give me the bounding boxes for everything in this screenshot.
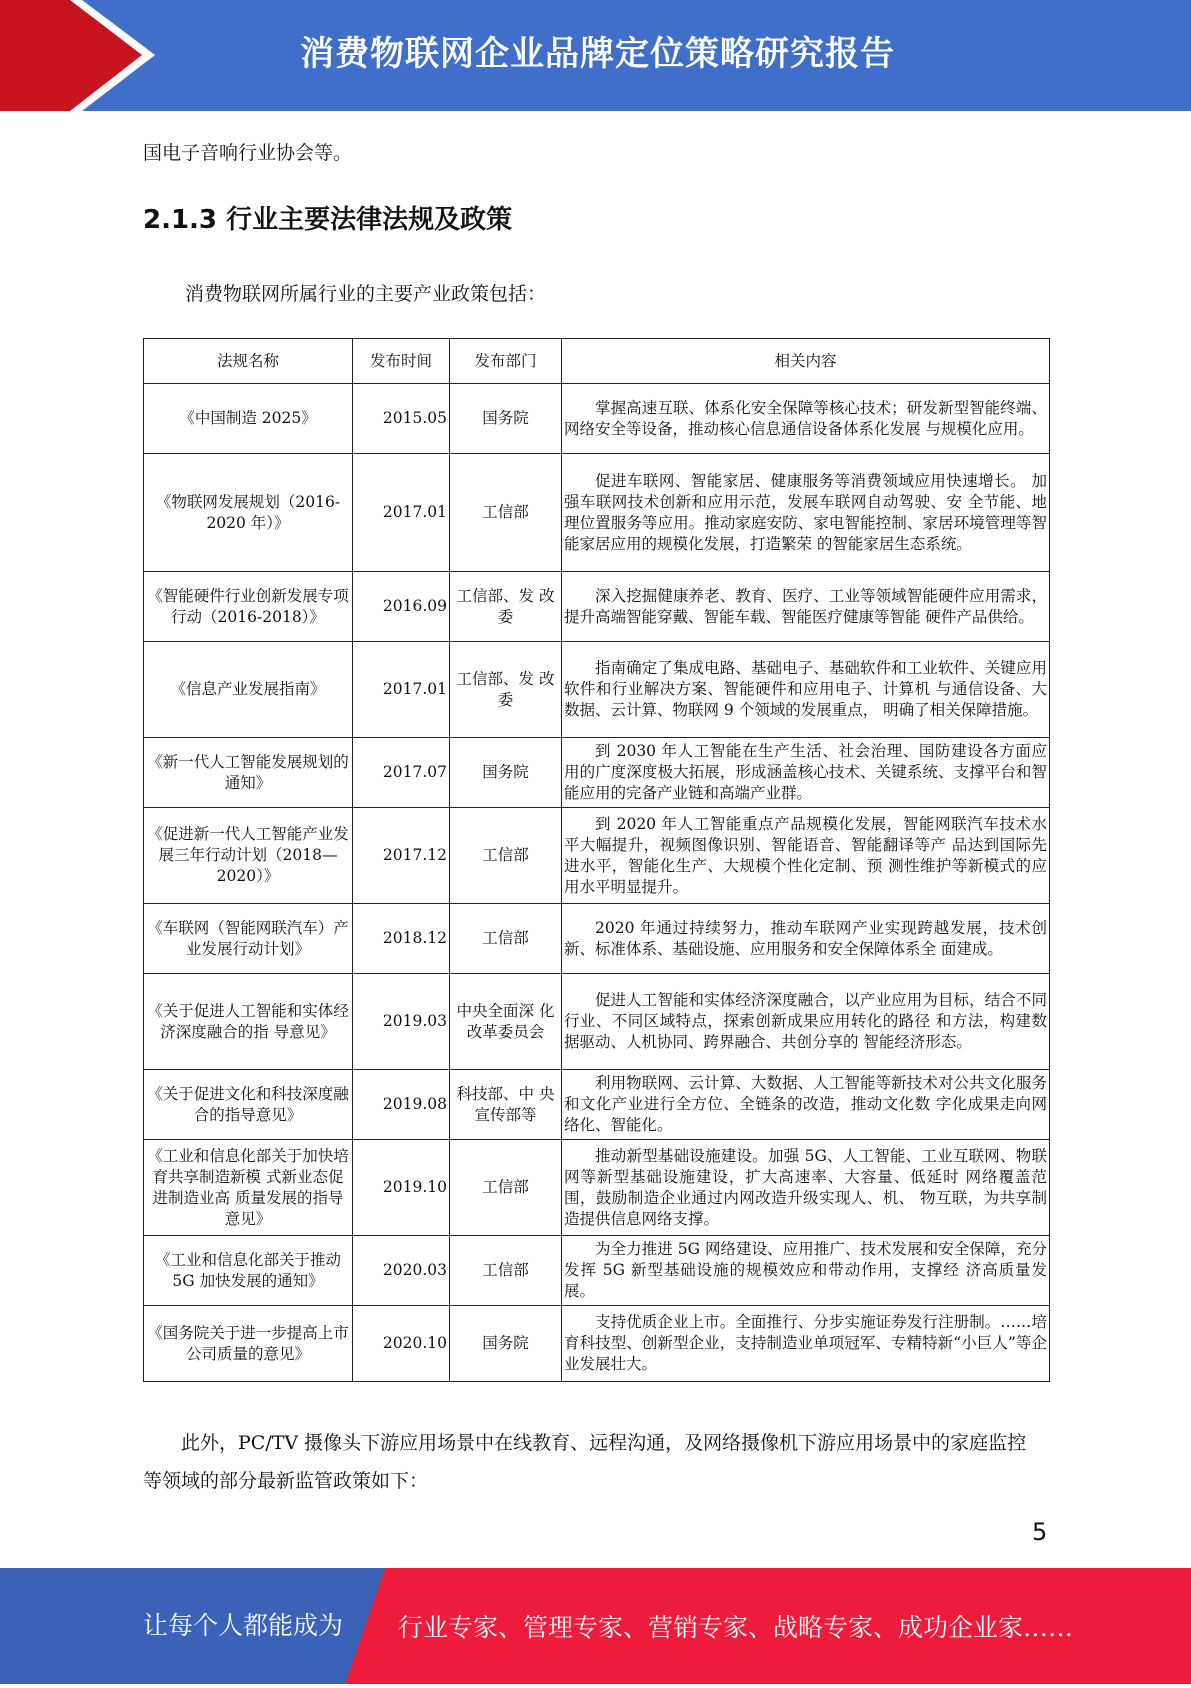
policy-content-cell xyxy=(562,904,1050,974)
policy-date-cell: 2017.07 xyxy=(353,738,450,808)
policy-name-cell: 《物联网发展规划（2016-2020 年）》 xyxy=(144,454,353,572)
footer-slogan-right: 行业专家、管理专家、营销专家、战略专家、成功企业家…… xyxy=(398,1613,1074,1642)
policy-name-cell: 《关于促进人工智能和实体经济深度融合的指 导意见》 xyxy=(144,974,353,1070)
header-content: 相关内容 xyxy=(562,339,1050,384)
header-name: 法规名称 xyxy=(144,339,353,384)
table-row xyxy=(144,808,1050,904)
table-row xyxy=(144,974,1050,1070)
policy-name-cell: 《工业和信息化部关于加快培育共享制造新模 式新业态促进制造业高 质量发展的指导意见》 xyxy=(144,1140,353,1236)
policy-date-cell: 2019.08 xyxy=(353,1070,450,1140)
policy-content-cell xyxy=(562,642,1050,738)
policy-date-cell: 2017.01 xyxy=(353,642,450,738)
table-row xyxy=(144,642,1050,738)
policy-content-cell xyxy=(562,1140,1050,1236)
intro-text: 消费物联网所属行业的主要产业政策包括： xyxy=(185,283,547,305)
policy-date-cell: 2020.10 xyxy=(353,1306,450,1382)
table-row xyxy=(144,384,1050,454)
policy-content-cell xyxy=(562,1236,1050,1306)
policy-dept-cell: 国务院 xyxy=(450,1306,562,1382)
policy-content-text: 利用物联网、云计算、大数据、人工智能等新技术对公共文化服务和文化产业进行全方位、全链条的改造，推动文化数 字化成果走向网络化、智能化。 xyxy=(564,1074,1047,1134)
policy-content-text: 为全力推进 5G 网络建设、应用推广、技术发展和安全保障，充分发挥 5G 新型基础设施的规模效应和带动作用，支撑经 济高质量发展。 xyxy=(564,1240,1047,1300)
header-dept: 发布部门 xyxy=(450,339,562,384)
policy-content-text: 推动新型基础设施建设。加强 5G、人工智能、工业互联网、物联网等新型基础设施建设，扩大高速率、大容量、低延时 网络覆盖范围，鼓励制造企业通过内网改造升级实现人、机、 物互联，为共享制造提供信息网络支撑。 xyxy=(564,1146,1047,1228)
table-header-row xyxy=(144,339,1050,384)
policy-dept-cell: 工信部 xyxy=(450,1236,562,1306)
policy-table xyxy=(143,338,1050,1382)
policy-content-text: 指南确定了集成电路、基础电子、基础软件和工业软件、关键应用软件和行业解决方案、智能硬件和应用电子、计算机 与通信设备、大数据、云计算、物联网 9 个领域的发展重点， 明确了相关保障措施。 xyxy=(564,659,1047,719)
policy-content-cell xyxy=(562,738,1050,808)
policy-name-cell: 《新一代人工智能发展规划的通知》 xyxy=(144,738,353,808)
policy-dept-cell: 工信部、发 改委 xyxy=(450,642,562,738)
table-row xyxy=(144,454,1050,572)
policy-content-text: 2020 年通过持续努力，推动车联网产业实现跨越发展，技术创新、标准体系、基础设施、应用服务和安全保障体系全 面建成。 xyxy=(564,918,1047,958)
policy-name-cell: 《信息产业发展指南》 xyxy=(144,642,353,738)
page-number: 5 xyxy=(1032,1518,1048,1546)
policy-content-text: 支持优质企业上市。全面推行、分步实施证券发行注册制。……培育科技型、创新型企业，支持制造业单项冠军、专精特新“小巨人”等企业发展壮大。 xyxy=(564,1313,1047,1373)
header-date: 发布时间 xyxy=(353,339,450,384)
policy-content-text: 促进人工智能和实体经济深度融合，以产业应用为目标，结合不同行业、不同区域特点，探索创新成果应用转化的路径 和方法，构建数据驱动、人机协同、跨界融合、共创分享的 智能经济形态。 xyxy=(564,991,1047,1051)
policy-content-cell xyxy=(562,384,1050,454)
continued-text: 国电子音响行业协会等。 xyxy=(143,142,353,164)
policy-date-cell: 2017.12 xyxy=(353,808,450,904)
table-row xyxy=(144,572,1050,642)
policy-dept-cell: 工信部 xyxy=(450,808,562,904)
page-footer xyxy=(0,1568,1191,1684)
table-row xyxy=(144,738,1050,808)
policy-content-cell xyxy=(562,1306,1050,1382)
policy-name-cell: 《国务院关于进一步提高上市公司质量的意见》 xyxy=(144,1306,353,1382)
policy-content-cell xyxy=(562,572,1050,642)
policy-content-text: 到 2030 年人工智能在生产生活、社会治理、国防建设各方面应用的广度深度极大拓展，形成涵盖核心技术、关键系统、支撑平台和智能应用的完备产业链和高端产业群。 xyxy=(564,742,1047,802)
report-title: 消费物联网企业品牌定位策略研究报告 xyxy=(300,34,895,74)
policy-dept-cell: 工信部 xyxy=(450,1140,562,1236)
policy-dept-cell: 科技部、中 央宣传部等 xyxy=(450,1070,562,1140)
policy-dept-cell: 国务院 xyxy=(450,384,562,454)
policy-name-cell: 《智能硬件行业创新发展专项行动（2016-2018）》 xyxy=(144,572,353,642)
policy-name-cell: 《促进新一代人工智能产业发展三年行动计划（2018—2020）》 xyxy=(144,808,353,904)
policy-dept-cell: 工信部、发 改委 xyxy=(450,572,562,642)
policy-date-cell: 2018.12 xyxy=(353,904,450,974)
policy-dept-cell: 中央全面深 化改革委员会 xyxy=(450,974,562,1070)
policy-date-cell: 2017.01 xyxy=(353,454,450,572)
policy-dept-cell: 工信部 xyxy=(450,454,562,572)
table-row xyxy=(144,1070,1050,1140)
policy-name-cell: 《车联网（智能网联汽车）产业发展行动计划》 xyxy=(144,904,353,974)
policy-date-cell: 2015.05 xyxy=(353,384,450,454)
table-row xyxy=(144,904,1050,974)
policy-dept-cell: 工信部 xyxy=(450,904,562,974)
policy-content-cell xyxy=(562,1070,1050,1140)
section-heading: 2.1.3 行业主要法律法规及政策 xyxy=(143,205,513,235)
policy-content-text: 掌握高速互联、体系化安全保障等核心技术；研发新型智能终端、网络安全等设备，推动核心信息通信设备体系化发展 与规模化应用。 xyxy=(564,398,1047,438)
policy-date-cell: 2019.10 xyxy=(353,1140,450,1236)
header-red-arrow xyxy=(0,0,150,111)
policy-name-cell: 《关于促进文化和科技深度融合的指导意见》 xyxy=(144,1070,353,1140)
policy-content-text: 到 2020 年人工智能重点产品规模化发展，智能网联汽车技术水平大幅提升，视频图像识别、智能语音、智能翻译等产 品达到国际先进水平，智能化生产、大规模个性化定制、预 测性维护等新模式的应用水平明显提升。 xyxy=(564,814,1047,896)
policy-dept-cell: 国务院 xyxy=(450,738,562,808)
policy-date-cell: 2019.03 xyxy=(353,974,450,1070)
policy-name-cell: 《中国制造 2025》 xyxy=(144,384,353,454)
policy-content-cell xyxy=(562,808,1050,904)
policy-name-cell: 《工业和信息化部关于推动 5G 加快发展的通知》 xyxy=(144,1236,353,1306)
policy-date-cell: 2020.03 xyxy=(353,1236,450,1306)
page-header xyxy=(0,0,1191,111)
footer-slogan-left: 让每个人都能成为 xyxy=(143,1611,344,1640)
table-row xyxy=(144,1306,1050,1382)
body-paragraph: 此外，PC/TV 摄像头下游应用场景中在线教育、远程沟通，及网络摄像机下游应用场景中的家庭监控等领域的部分最新监管政策如下： xyxy=(143,1432,1027,1492)
policy-date-cell: 2016.09 xyxy=(353,572,450,642)
table-row xyxy=(144,1140,1050,1236)
policy-content-text: 深入挖掘健康养老、教育、医疗、工业等领域智能硬件应用需求，提升高端智能穿戴、智能车载、智能医疗健康等智能 硬件产品供给。 xyxy=(564,586,1047,626)
policy-content-cell xyxy=(562,454,1050,572)
table-row xyxy=(144,1236,1050,1306)
policy-content-cell xyxy=(562,974,1050,1070)
policy-content-text: 促进车联网、智能家居、健康服务等消费领域应用快速增长。 加强车联网技术创新和应用示范，发展车联网自动驾驶、安 全节能、地理位置服务等应用。推动家庭安防、家电智能控制、家居环境管理等智能家居应用的规模化发展，打造繁荣 的智能家居生态系统。 xyxy=(564,471,1047,553)
